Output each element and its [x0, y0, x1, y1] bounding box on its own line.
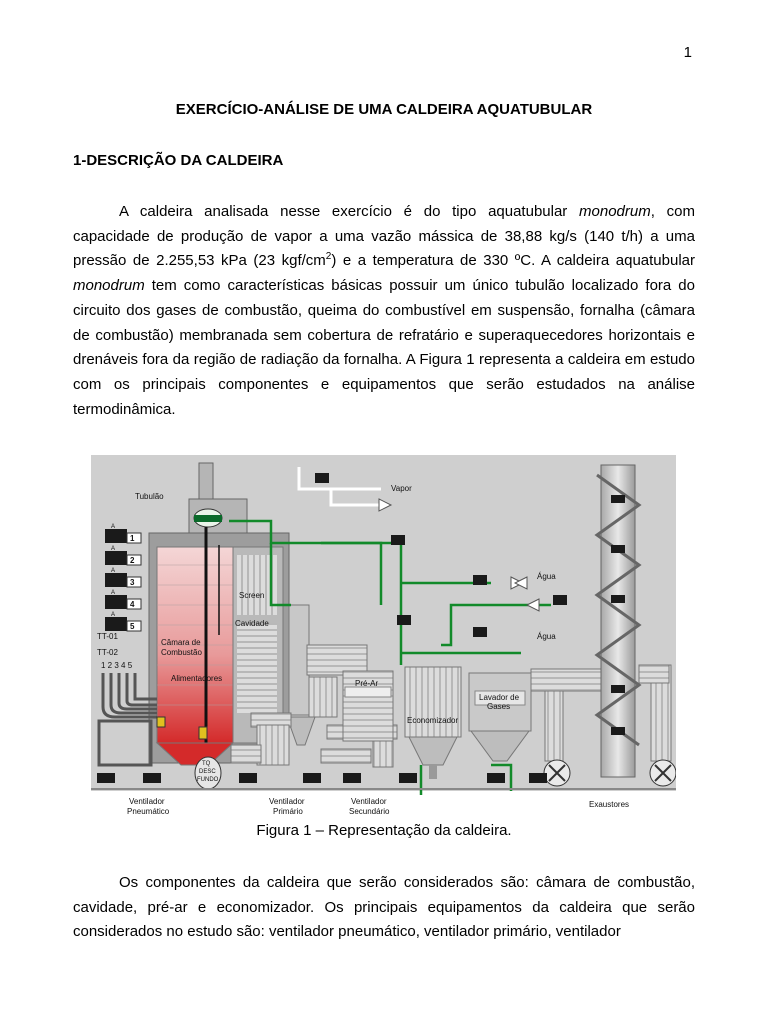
paragraph-description [73, 200, 695, 422]
label-disc-3: FUNDO [197, 777, 219, 783]
label-tt01: TT-01 [97, 632, 118, 641]
label-vapor: Vapor [391, 484, 412, 493]
label-n3: 3 [130, 578, 135, 587]
label-alimentadores: Alimentadores [171, 674, 223, 683]
riser-duct [289, 605, 309, 715]
label-n1: 1 [130, 534, 135, 543]
label-vent-sec-2: Secundário [349, 807, 390, 816]
label-agua-1: Água [537, 572, 556, 581]
stack-duct [531, 669, 601, 691]
p1-text-2: , com capacidade de produção de vapor a uma vazão mássica de 38,88 kg/s (140 t/h) a uma pressão de 2.255,53 kPa (23 kgf/cm [73, 203, 695, 270]
label-tubulao: Tubulão [135, 492, 164, 501]
figure-caption: Figura 1 – Representação da caldeira. [256, 822, 512, 839]
label-screen: Screen [239, 591, 265, 600]
label-a-1: A [111, 524, 116, 530]
label-vent-sec-1: Ventilador [351, 797, 387, 806]
label-n5: 5 [130, 622, 135, 631]
label-cavidade: Cavidade [235, 619, 269, 628]
economizer [405, 667, 461, 737]
drum-vent-pipe [199, 463, 213, 499]
label-disc-1: TQ [202, 761, 211, 767]
drum-water-level [194, 515, 222, 522]
p1-text-1: A caldeira analisada nesse exercício é do tipo aquatubular [119, 203, 580, 220]
p1-italic-1: monodrum [579, 203, 651, 220]
label-vent-pneu-2: Pneumático [127, 807, 170, 816]
label-a-3: A [111, 568, 116, 574]
document-title: EXERCÍCIO-ANÁLISE DE UMA CALDEIRA AQUATUBULAR [175, 101, 593, 118]
label-n4: 4 [130, 600, 135, 609]
page-number: 1 [683, 44, 692, 61]
label-tt02: TT-02 [97, 648, 118, 657]
label-camara: Câmara de [161, 638, 201, 647]
p2-text: Os componentes da caldeira que serão considerados são: câmara de combustão, cavidade, pré-ar e economizador. Os principais equipamentos da caldeira que serão considerados no estudo são: ventilador pneumático, ventilador primário, ventilador [73, 874, 695, 941]
p1-superscript: 2 [325, 251, 332, 263]
label-agua-2: Água [537, 632, 556, 641]
p1-text-4: tem como características básicas possuir um único tubulão localizado fora do circuito dos gases de combustão, queima do combustível em suspensão, fornalha (câmara de combustão) membranada sem cobertura de refratário e superaquecedores horizontais e drenáveis fora da região de radiação da fornalha. A Figura 1 representa a caldeira em estudo com os principais componentes e equipamentos que serão estudados na análise termodinâmica. [73, 277, 695, 418]
cavity-tubes [237, 623, 277, 713]
boiler-diagram [91, 455, 676, 821]
label-lavador-2: Gases [487, 702, 511, 711]
label-combustao: Combustão [161, 648, 202, 657]
label-prear: Pré-Ar [355, 679, 379, 688]
section-heading: 1-DESCRIÇÃO DA CALDEIRA [73, 152, 284, 169]
boiler-figure [91, 455, 676, 821]
label-lavador-1: Lavador de [479, 693, 520, 702]
p1-italic-2: monodrum [73, 277, 145, 295]
label-vent-prim-2: Primário [273, 807, 303, 816]
paragraph-components [73, 871, 695, 945]
label-a-2: A [111, 546, 116, 552]
label-digits: 1 2 3 4 5 [101, 661, 133, 670]
label-economizador: Economizador [407, 716, 459, 725]
label-disc-2: DESC [199, 769, 216, 775]
label-vent-pneu-1: Ventilador [129, 797, 165, 806]
label-exaustores: Exaustores [589, 800, 630, 809]
label-vent-prim-1: Ventilador [269, 797, 305, 806]
label-n2: 2 [130, 556, 135, 565]
label-a-5: A [111, 612, 116, 618]
label-a-4: A [111, 590, 116, 596]
p1-text-3: ) e a temperatura de 330 ºC. A caldeira aquatubular [331, 252, 695, 270]
